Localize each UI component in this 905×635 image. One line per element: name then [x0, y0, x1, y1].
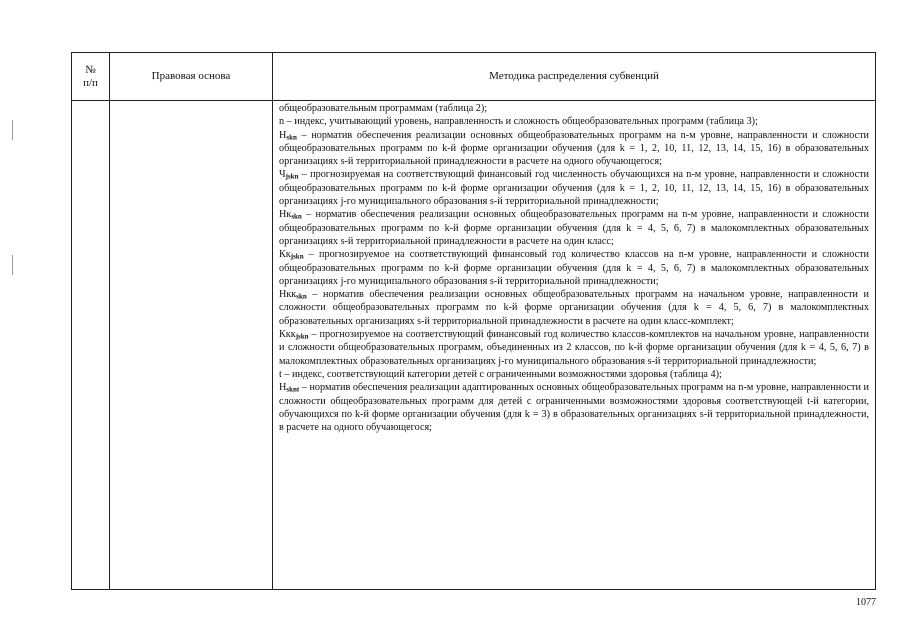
method-paragraph [279, 288, 869, 328]
cell-legal-basis [110, 101, 273, 590]
table-header-row [72, 53, 876, 101]
method-paragraph [279, 208, 869, 248]
method-paragraph [279, 328, 869, 368]
symbol-subscript: skn [291, 212, 302, 221]
definition: – норматив обеспечения реализации адаптированных основных общеобразовательных программ на n-м уровне, направленности и сложности общеобразовательных программ для детей с ограниченными возможностями здоровья соответствующей t-й категории, обучающихся по k-й форме организации обучения (для k = 3) в образовательных организациях s-й территориальной принадлежности, в расчете на одного обучающегося; [279, 382, 869, 434]
header-number [72, 53, 110, 101]
method-paragraph [279, 381, 869, 434]
symbol-subscript: skn [296, 292, 307, 301]
method-paragraph [279, 168, 869, 208]
definition: – прогнозируемое на соответствующий финансовый год количество классов-комплектов на начальном уровне, направленности и сложности общеобразовательных программ, объединенных из 2 классов, по k-й форме организации обучения (для k = 4, 5, 6, 7) в малокомплектных образовательных организациях j-го муниципального образования s-й территориальной принадлежности; [279, 329, 869, 367]
subsidy-method-table [71, 52, 876, 590]
symbol: Н [279, 129, 287, 141]
scan-margin-mark [12, 255, 13, 275]
header-method: Методика распределения субвенций [273, 53, 876, 101]
cell-number [72, 101, 110, 590]
symbol-subscript: jskn [295, 332, 309, 341]
definition: – норматив обеспечения реализации основных общеобразовательных программ на n-м уровне, направленности и сложности общеобразовательных программ по k-й форме организации обучения (для k = 1, 2, 10, 11, 12, 13, 14, 15, 16) в образовательных организациях s-й территориальной принадлежности в расчете на одного обучающегося; [279, 129, 869, 168]
symbol-subscript: jskn [290, 252, 304, 261]
symbol: Нкк [279, 289, 297, 301]
method-paragraph: t – индекс, соответствующий категории детей с ограниченными возможностями здоровья (таблица 4); [279, 368, 722, 380]
header-number-line2: п/п [83, 76, 98, 89]
definition: – прогнозируемое на соответствующий финансовый год количество классов на n-м уровне, направленности и сложности общеобразовательных программ по k-й форме организации обучения (для k = 4, 5, 6, 7) в малокомплектных образовательных организациях j-го муниципального образования s-й территориальной принадлежности; [279, 249, 869, 287]
cell-method [273, 101, 876, 590]
definition: – норматив обеспечения реализации основных общеобразовательных программ на n-м уровне, направленности и сложности общеобразовательных программ по k-й форме организации обучения (для k = 4, 5, 6, 7) в малокомплектных образовательных организациях s-й территориальной принадлежности в расчете на один класс; [279, 209, 869, 247]
symbol-subscript: jskn [285, 172, 299, 181]
header-number-line1: № [85, 63, 96, 76]
symbol-subscript: skn [286, 133, 297, 142]
definition: – прогнозируемая на соответствующий финансовый год численность обучающихся на n-м уровне, направленности и сложности общеобразовательных программ по k-й форме организации обучения (для k = 1, 2, 10, 11, 12, 13, 14, 15, 16) в образовательных организациях j-го муниципального образования s-й территориальной принадлежности; [279, 169, 869, 208]
method-paragraph: n – индекс, учитывающий уровень, направленность и сложность общеобразовательных программ (таблица 3); [279, 116, 758, 128]
method-text [273, 101, 875, 434]
symbol: Кк [279, 249, 291, 261]
method-paragraph [279, 248, 869, 288]
symbol: Н [279, 382, 287, 394]
header-legal-basis: Правовая основа [110, 53, 273, 101]
method-paragraph: общеобразовательным программам (таблица 2); [279, 103, 488, 114]
table-row [72, 101, 876, 590]
symbol: Ч [279, 169, 286, 181]
definition: – норматив обеспечения реализации основных общеобразовательных программ на начальном уровне, направленности и сложности общеобразовательных программ по k-й форме организации обучения (для k = 4, 5, 6, 7) в малокомплектных образовательных организациях s-й территориальной принадлежности в расчете на один класс-комплект; [279, 289, 869, 327]
symbol: Ккк [279, 329, 296, 341]
method-paragraph [279, 129, 869, 169]
scan-margin-mark [12, 120, 13, 140]
page-number: 1077 [856, 597, 876, 608]
symbol-subscript: sknt [286, 385, 300, 394]
symbol: Нк [279, 209, 292, 221]
